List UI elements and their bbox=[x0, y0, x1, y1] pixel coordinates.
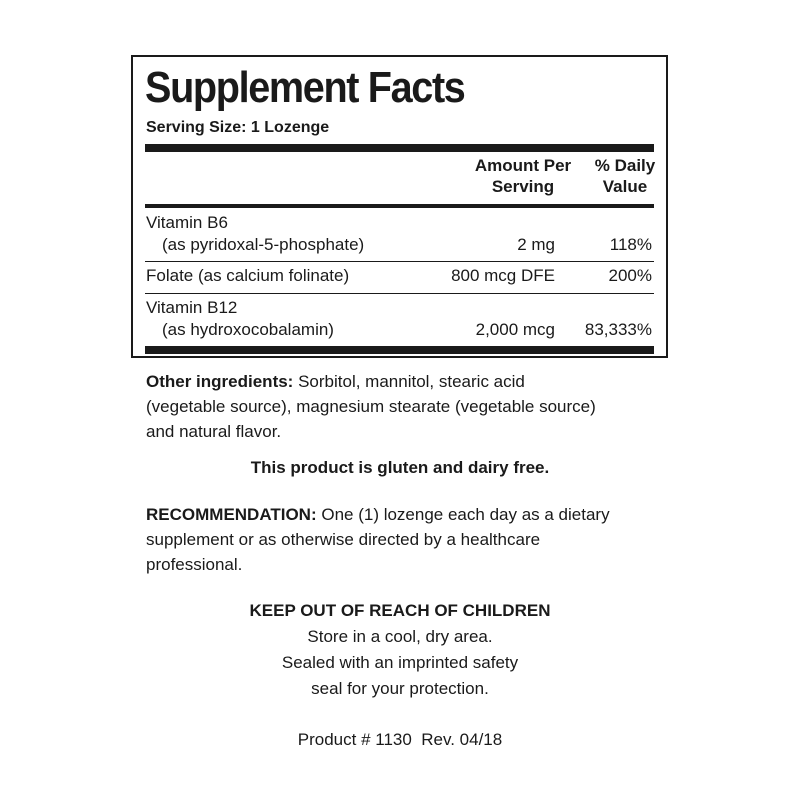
supplement-facts-panel bbox=[131, 55, 668, 358]
recommendation: RECOMMENDATION: One (1) lozenge each day as a dietary supplement or as otherwise directed by a healthcare professional. bbox=[146, 505, 610, 574]
storage-instruction: Store in a cool, dry area. bbox=[307, 627, 493, 646]
header-divider-thick bbox=[145, 144, 654, 152]
nutrient-name-vitamin-b12: Vitamin B12 (as hydroxocobalamin) bbox=[146, 298, 334, 339]
row-divider bbox=[145, 261, 654, 262]
product-number: Product # 1130 Rev. 04/18 bbox=[297, 730, 503, 749]
other-ingredients: Other ingredients: Sorbitol, mannitol, stearic acid (vegetable source), magnesium stearate (vegetable source) and natural flavor. bbox=[146, 372, 596, 441]
nutrient-name-vitamin-b6: Vitamin B6 (as pyridoxal-5-phosphate) bbox=[146, 213, 365, 254]
serving-size: Serving Size: 1 Lozenge bbox=[146, 119, 330, 136]
nutrient-dv-vitamin-b6: 118% bbox=[609, 235, 652, 254]
nutrient-amount-vitamin-b6: 2 mg bbox=[517, 235, 555, 254]
gluten-free-statement: This product is gluten and dairy free. bbox=[250, 458, 550, 477]
row-divider bbox=[145, 293, 654, 294]
seal-statement: Sealed with an imprinted safety bbox=[281, 653, 519, 672]
footer-divider-thick bbox=[145, 346, 654, 354]
nutrient-amount-vitamin-b12: 2,000 mcg bbox=[475, 320, 555, 339]
column-header-divider bbox=[145, 204, 654, 208]
nutrient-name-folate: Folate (as calcium folinate) bbox=[146, 266, 350, 285]
nutrient-dv-folate: 200% bbox=[608, 266, 652, 285]
seal-statement-continued: seal for your protection. bbox=[311, 679, 489, 698]
warning-title: KEEP OUT OF REACH OF CHILDREN bbox=[249, 601, 551, 620]
facts-title: Supplement Facts bbox=[145, 63, 465, 112]
nutrient-dv-vitamin-b12: 83,333% bbox=[584, 320, 652, 339]
column-header-daily-value: % Daily Value bbox=[594, 156, 656, 196]
nutrient-amount-folate: 800 mcg DFE bbox=[451, 266, 555, 285]
column-header-amount: Amount Per Serving bbox=[474, 156, 572, 196]
